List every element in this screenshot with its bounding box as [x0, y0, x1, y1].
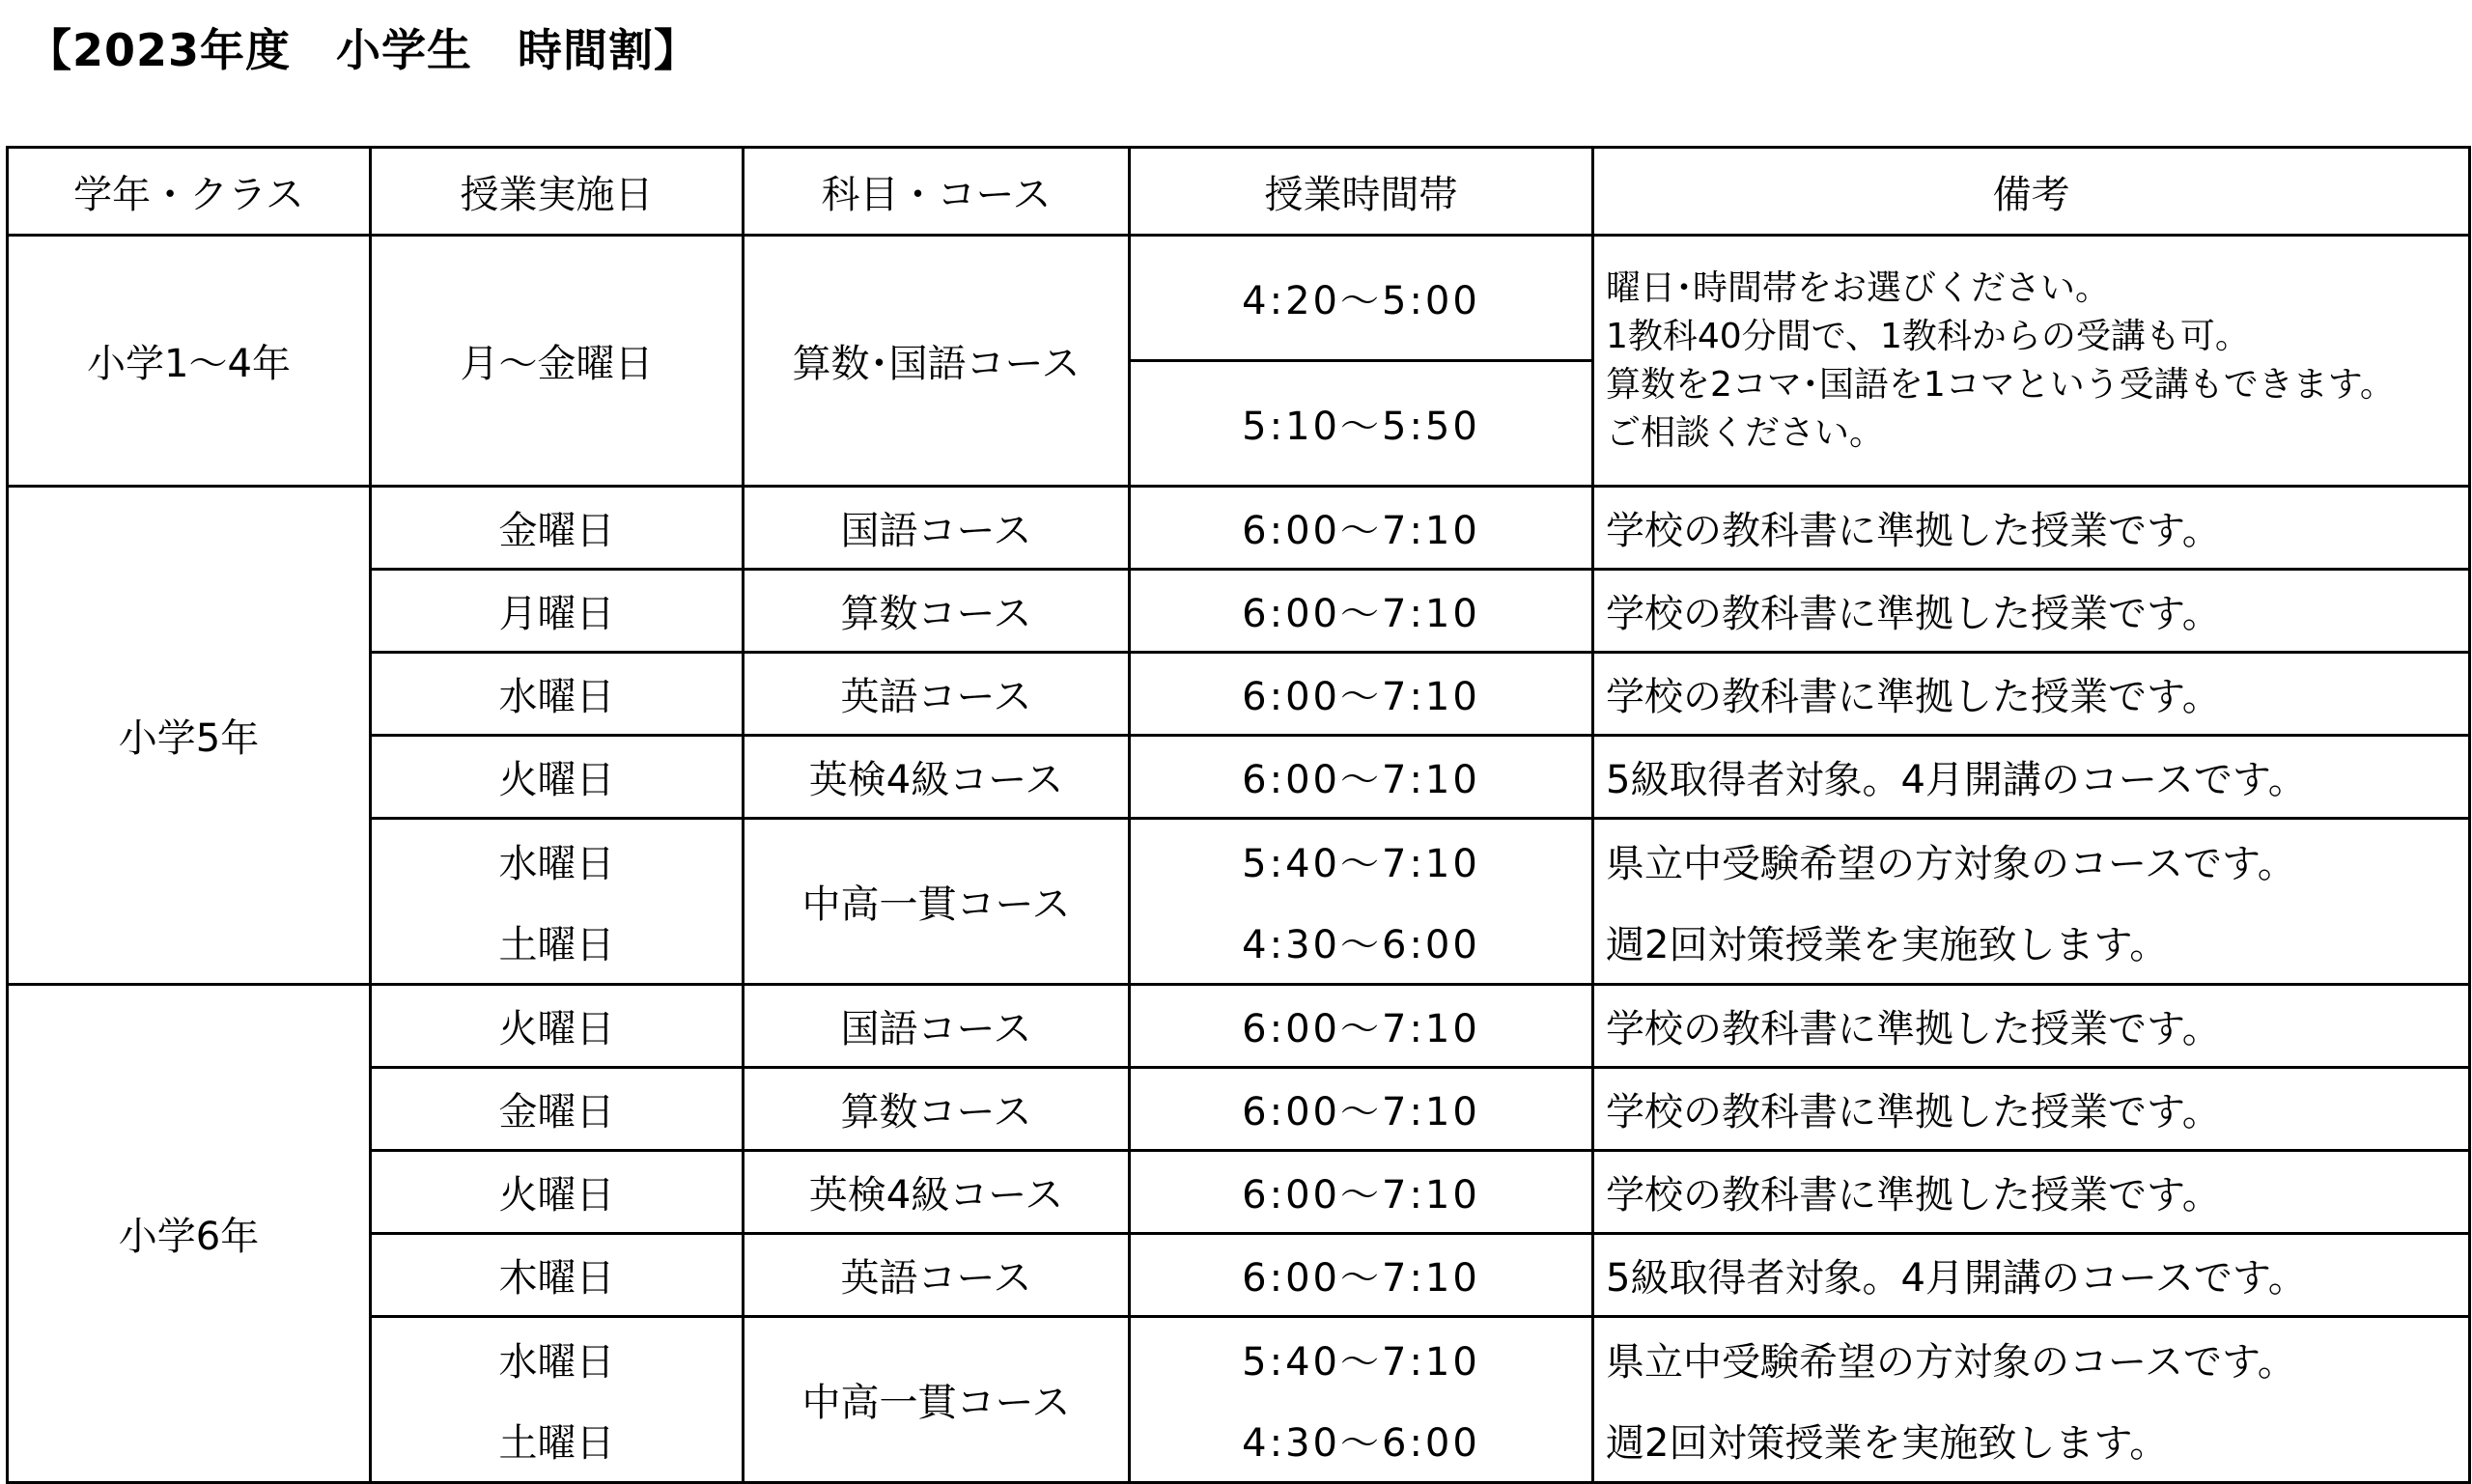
- remarks-cell: 学校の教科書に準拠した授業です。: [1593, 985, 2470, 1068]
- table-row: [8, 1151, 2470, 1234]
- course-cell: 英語コース: [744, 1234, 1130, 1317]
- header-remarks: 備考: [1593, 148, 2470, 236]
- remarks-line: ご相談ください。: [1606, 412, 1885, 453]
- remarks-line: 曜日･時間帯をお選びください。: [1606, 267, 2111, 308]
- table-row: [8, 819, 2470, 902]
- header-row: [8, 148, 2470, 236]
- header-time: 授業時間帯: [1130, 148, 1593, 236]
- table-row: [8, 236, 2470, 361]
- table-row: [8, 902, 2470, 985]
- remarks-cell: 5級取得者対象。4月開講のコースです。: [1593, 736, 2470, 819]
- table-row: [8, 985, 2470, 1068]
- day-cell: 月～金曜日: [371, 236, 744, 487]
- timetable: [6, 146, 2471, 1484]
- day-cell: 土曜日: [371, 1400, 744, 1483]
- time-cell: 6:00～7:10: [1130, 570, 1593, 653]
- remarks-cell: [1593, 236, 2470, 487]
- remarks-cell: 県立中受験希望の方対象のコースです。: [1593, 819, 2470, 902]
- table-row: [8, 1400, 2470, 1483]
- page-title: 【2023年度 小学生 時間割】: [27, 24, 700, 76]
- day-cell: 金曜日: [371, 487, 744, 570]
- grade-cell: 小学1～4年: [8, 236, 371, 487]
- day-cell: 水曜日: [371, 1317, 744, 1400]
- course-cell: 英検4級コース: [744, 736, 1130, 819]
- course-cell: 国語コース: [744, 487, 1130, 570]
- time-cell: 6:00～7:10: [1130, 1234, 1593, 1317]
- day-cell: 火曜日: [371, 736, 744, 819]
- remarks-cell: 学校の教科書に準拠した授業です。: [1593, 1151, 2470, 1234]
- time-cell: 5:40～7:10: [1130, 1317, 1593, 1400]
- day-cell: 火曜日: [371, 985, 744, 1068]
- remarks-cell: 週2回対策授業を実施致します。: [1593, 902, 2470, 985]
- day-cell: 土曜日: [371, 902, 744, 985]
- header-grade: 学年・クラス: [8, 148, 371, 236]
- table-row: [8, 1317, 2470, 1400]
- remarks-cell: 学校の教科書に準拠した授業です。: [1593, 1068, 2470, 1151]
- table-row: [8, 1234, 2470, 1317]
- grade-cell: 小学6年: [8, 985, 371, 1483]
- day-cell: 水曜日: [371, 819, 744, 902]
- remarks-cell: 週2回対策授業を実施致します。: [1593, 1400, 2470, 1483]
- course-cell: 算数コース: [744, 1068, 1130, 1151]
- table-row: [8, 570, 2470, 653]
- remarks-cell: 5級取得者対象。4月開講のコースです。: [1593, 1234, 2470, 1317]
- table-row: [8, 736, 2470, 819]
- course-cell: 英語コース: [744, 653, 1130, 736]
- course-cell: 英検4級コース: [744, 1151, 1130, 1234]
- grade-cell: 小学5年: [8, 487, 371, 985]
- course-cell: 中高一貫コース: [744, 1317, 1130, 1483]
- course-cell: 国語コース: [744, 985, 1130, 1068]
- remarks-line: 算数を2コマ･国語を1コマという受講もできます。: [1606, 364, 2395, 405]
- course-cell: 中高一貫コース: [744, 819, 1130, 985]
- remarks-cell: 学校の教科書に準拠した授業です。: [1593, 570, 2470, 653]
- day-cell: 水曜日: [371, 653, 744, 736]
- time-cell: 6:00～7:10: [1130, 487, 1593, 570]
- time-cell: 4:30～6:00: [1130, 902, 1593, 985]
- day-cell: 火曜日: [371, 1151, 744, 1234]
- time-cell: 6:00～7:10: [1130, 985, 1593, 1068]
- time-cell: 4:30～6:00: [1130, 1400, 1593, 1483]
- time-cell: 5:40～7:10: [1130, 819, 1593, 902]
- day-cell: 金曜日: [371, 1068, 744, 1151]
- remarks-cell: 県立中受験希望の方対象のコースです。: [1593, 1317, 2470, 1400]
- day-cell: 月曜日: [371, 570, 744, 653]
- remarks-line: 1教科40分間で、1教科からの受講も可。: [1606, 316, 2250, 356]
- header-course: 科目・コース: [744, 148, 1130, 236]
- time-cell: 5:10～5:50: [1130, 361, 1593, 487]
- time-cell: 4:20～5:00: [1130, 236, 1593, 361]
- remarks-cell: 学校の教科書に準拠した授業です。: [1593, 653, 2470, 736]
- header-day: 授業実施日: [371, 148, 744, 236]
- course-cell: 算数･国語コース: [744, 236, 1130, 487]
- table-row: [8, 487, 2470, 570]
- time-cell: 6:00～7:10: [1130, 736, 1593, 819]
- time-cell: 6:00～7:10: [1130, 1068, 1593, 1151]
- course-cell: 算数コース: [744, 570, 1130, 653]
- table-row: [8, 653, 2470, 736]
- remarks-cell: 学校の教科書に準拠した授業です。: [1593, 487, 2470, 570]
- time-cell: 6:00～7:10: [1130, 653, 1593, 736]
- day-cell: 木曜日: [371, 1234, 744, 1317]
- time-cell: 6:00～7:10: [1130, 1151, 1593, 1234]
- table-row: [8, 1068, 2470, 1151]
